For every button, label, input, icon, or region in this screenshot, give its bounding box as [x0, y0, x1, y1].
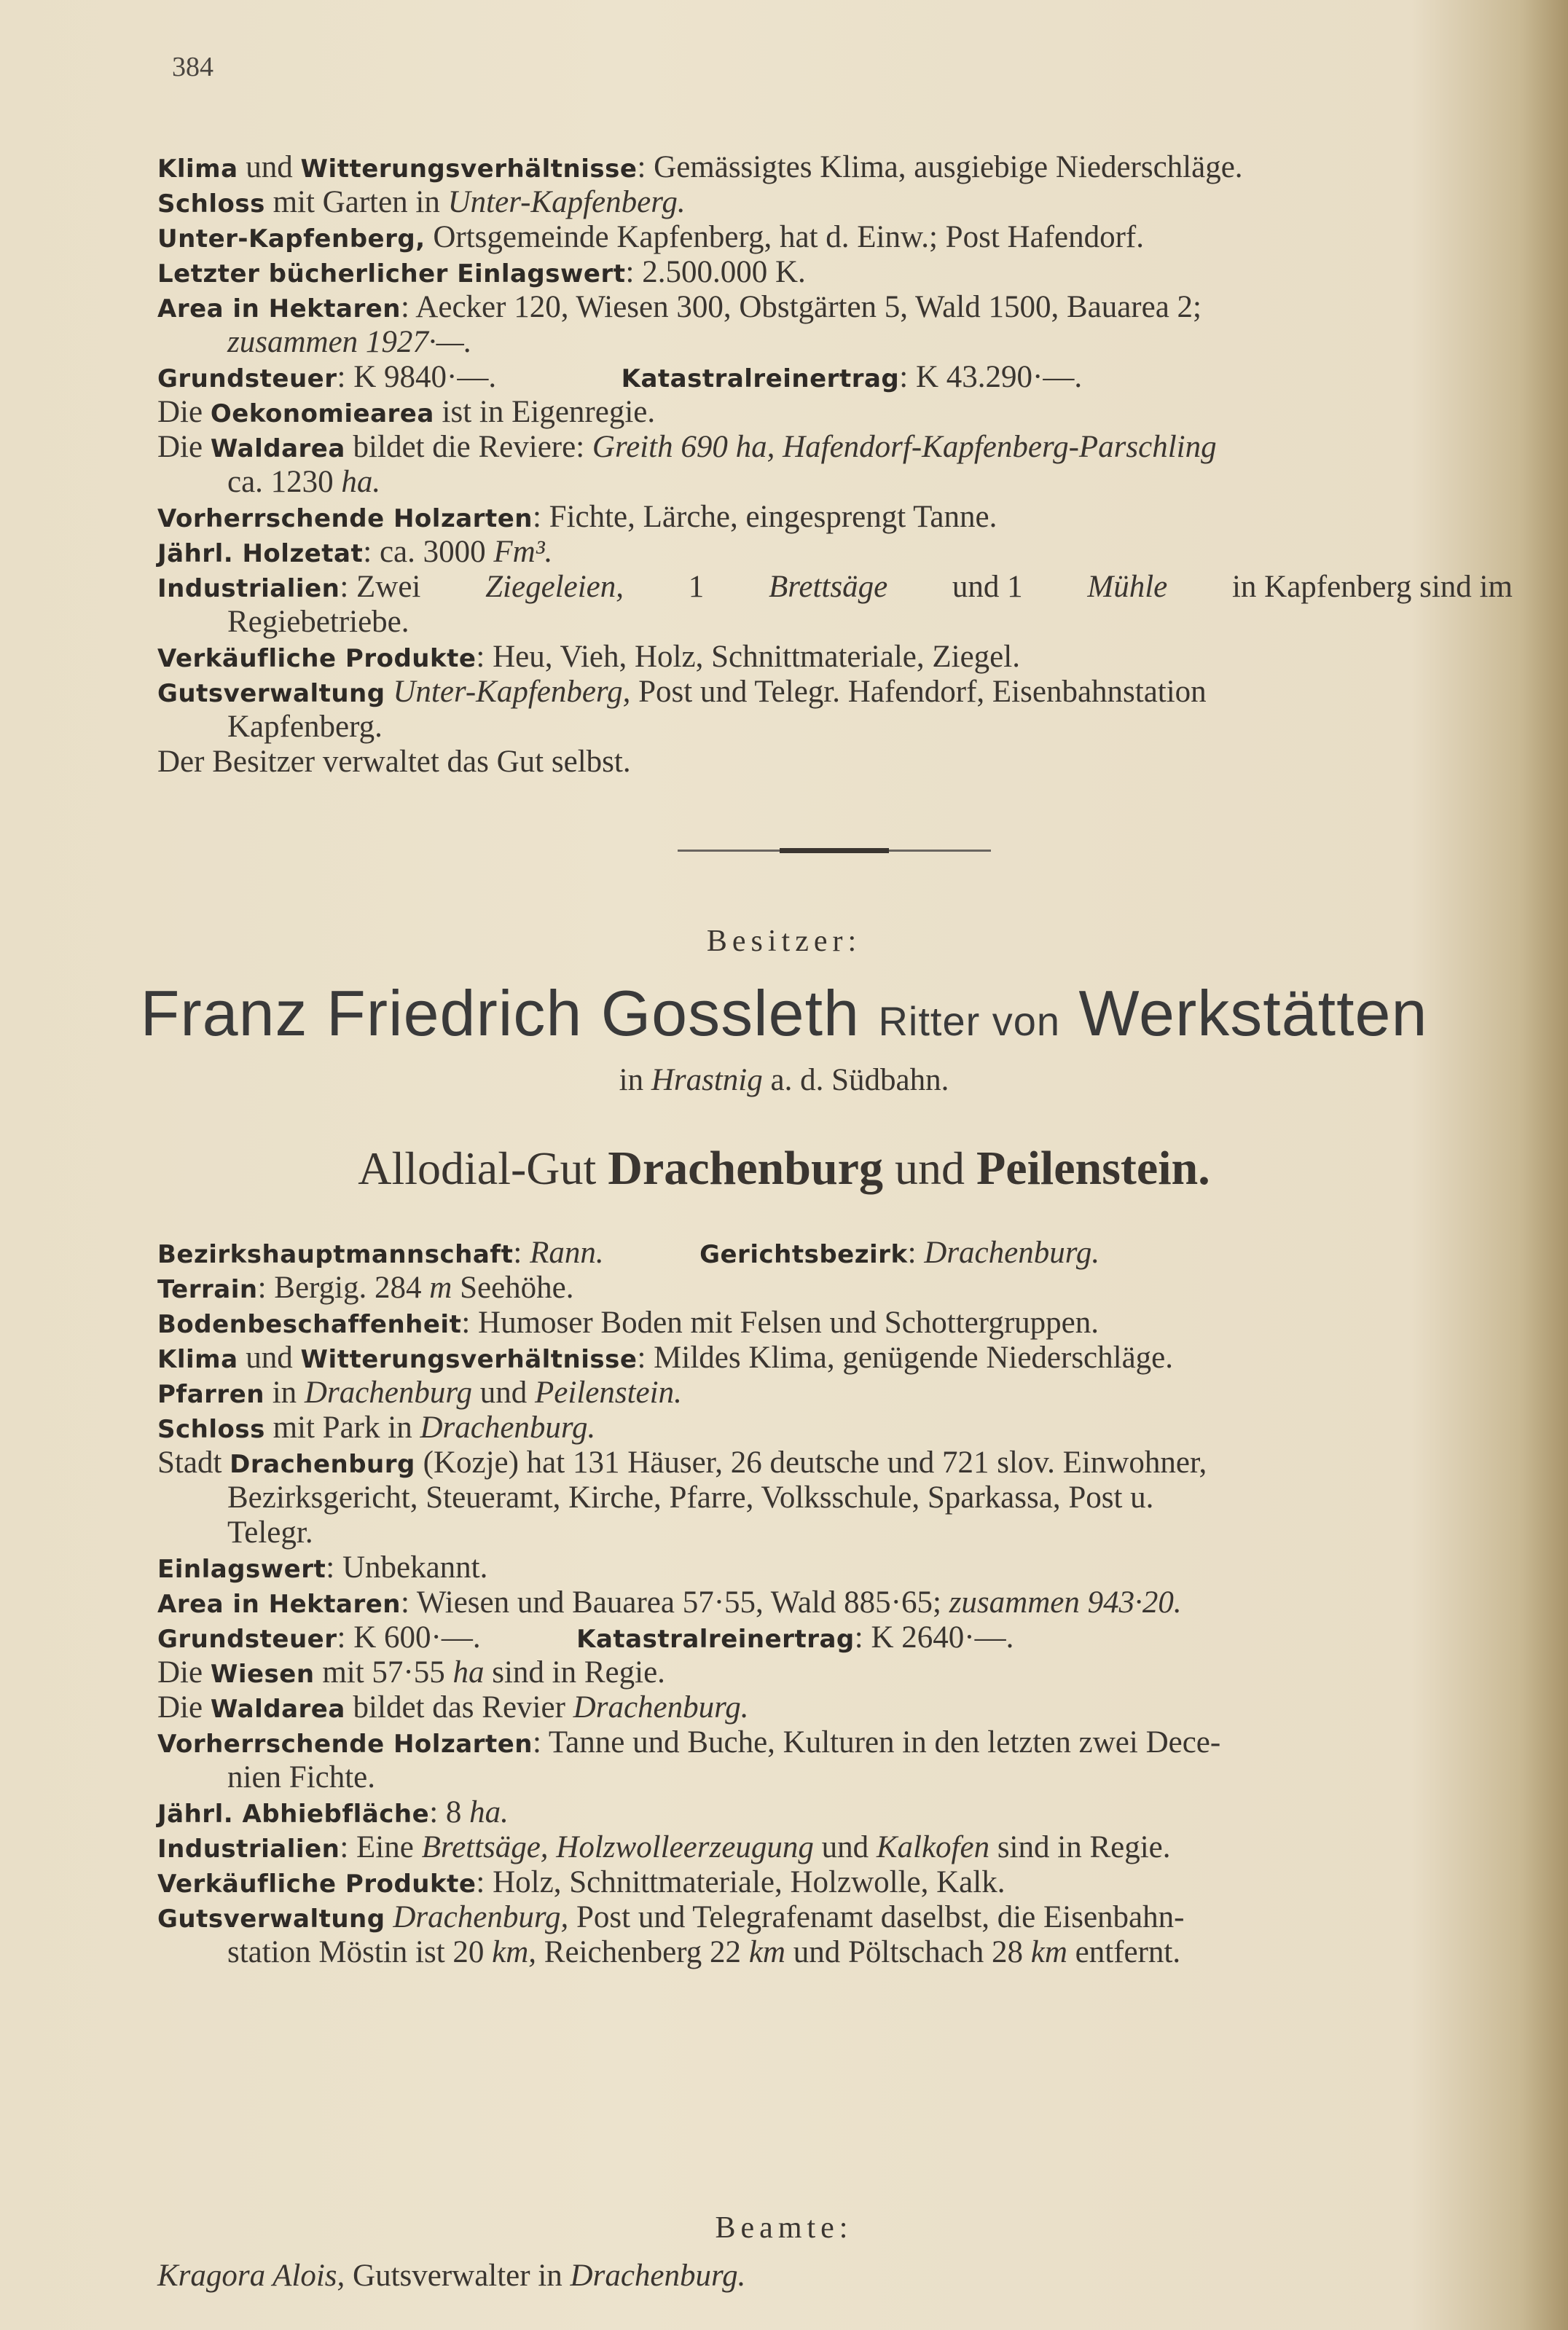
products-line: Verkäufliche Produkte: Holz, Schnittmateriale, Holzwolle, Kalk.: [157, 1865, 1006, 1899]
forest-area-cont-line: ca. 1230 ha.: [227, 465, 381, 499]
parishes-line: Pfarren in Drachenburg und Peilenstein.: [157, 1376, 682, 1410]
wood-types-line: Vorherrschende Holzarten: Tanne und Buche, Kulturen in den letzten zwei Dece-: [157, 1725, 1221, 1760]
products-line: Verkäufliche Produkte: Heu, Vieh, Holz, Schnittmateriale, Ziegel.: [157, 640, 1020, 674]
register-value-line: Einlagswert: Unbekannt.: [157, 1550, 488, 1585]
area-line: Area in Hektaren: Aecker 120, Wiesen 300, Obstgärten 5, Wald 1500, Bauarea 2;: [157, 290, 1202, 324]
officials-list: [157, 2259, 1513, 2293]
economy-area-line: Die Oekonomiearea ist in Eigenregie.: [157, 395, 656, 429]
wood-types-cont-line: nien Fichte.: [227, 1760, 376, 1794]
felling-area-line: Jährl. Abhiebfläche: 8 ha.: [157, 1795, 509, 1829]
district-line: Bezirkshauptmannschaft: Rann. Gerichtsbezirk: Drachenburg.: [157, 1236, 1100, 1270]
town-cont-line-2: Telegr.: [227, 1515, 313, 1550]
officials-heading: Beamte:: [715, 2211, 853, 2245]
page-number: 384: [172, 52, 213, 82]
estate-management-line: Gutsverwaltung Unter-Kapfenberg, Post und Telegr. Hafendorf, Eisenbahnstation: [157, 675, 1207, 709]
estate-management-cont-line: Kapfenberg.: [227, 710, 383, 744]
town-cont-line-1: Bezirksgericht, Steueramt, Kirche, Pfarre, Volksschule, Sparkassa, Post u.: [227, 1480, 1154, 1515]
forest-area-line: Die Waldarea bildet die Reviere: Greith 690 ha, Hafendorf-Kapfenberg-Parschling: [157, 430, 1217, 464]
divider-ornament: [780, 848, 889, 853]
estate-details-section-1: [157, 150, 1513, 780]
wood-types-line: Vorherrschende Holzarten: Fichte, Lärche, eingesprengt Tanne.: [157, 500, 997, 534]
area-total-line: zusammen 1927·—.: [227, 325, 472, 359]
estate-management-line: Gutsverwaltung Drachenburg, Post und Telegrafenamt daselbst, die Eisenbahn-: [157, 1900, 1185, 1934]
municipality-line: Unter-Kapfenberg, Ortsgemeinde Kapfenberg, hat d. Einw.; Post Hafendorf.: [157, 220, 1144, 254]
soil-line: Bodenbeschaffenheit: Humoser Boden mit Felsen und Schottergruppen.: [157, 1306, 1099, 1340]
register-value-line: Letzter bücherlicher Einlagswert: 2.500.000 K.: [157, 255, 806, 289]
owner-heading: Besitzer:: [706, 925, 862, 958]
climate-line: Klima und Witterungsverhältnisse: Mildes Klima, genügende Niederschläge.: [157, 1341, 1174, 1375]
industry-line: Industrialien: Eine Brettsäge, Holzwolleerzeugung und Kalkofen sind in Regie.: [157, 1830, 1171, 1864]
owner-note-line: Der Besitzer verwaltet das Gut selbst.: [157, 745, 631, 779]
forest-area-line: Die Waldarea bildet das Revier Drachenburg.: [157, 1690, 749, 1725]
wood-yield-line: Jährl. Holzetat: ca. 3000 Fm³.: [157, 535, 553, 569]
castle-line: Schloss mit Park in Drachenburg.: [157, 1411, 596, 1445]
town-line: Stadt Drachenburg (Kozje) hat 131 Häuser, 26 deutsche und 721 slov. Einwohner,: [157, 1446, 1207, 1480]
official-entry: Kragora Alois, Gutsverwalter in Drachenburg.: [157, 2259, 746, 2293]
estate-management-cont-line: station Möstin ist 20 km, Reichenberg 22 km und Pöltschach 28 km entfernt.: [227, 1935, 1181, 1969]
estate-details-section-2: [157, 1236, 1513, 1970]
climate-line: Klima und Witterungsverhältnisse: Gemässigtes Klima, ausgiebige Niederschläge.: [157, 150, 1243, 184]
industry-line: Industrialien: Zwei Ziegeleien, 1 Brettsäge und 1 Mühle in Kapfenberg sind im: [157, 570, 1513, 604]
tax-line: Grundsteuer: K 600·—. Katastralreinertrag: K 2640·—.: [157, 1620, 1014, 1655]
owner-location: in Hrastnig a. d. Südbahn.: [619, 1063, 949, 1097]
industry-cont-line: Regiebetriebe.: [227, 605, 409, 639]
meadows-line: Die Wiesen mit 57·55 ha sind in Regie.: [157, 1655, 665, 1690]
owner-name: Franz Friedrich Gossleth Ritter von Werkstätten: [140, 977, 1428, 1049]
area-line: Area in Hektaren: Wiesen und Bauarea 57·55, Wald 885·65; zusammen 943·20.: [157, 1585, 1182, 1620]
terrain-line: Terrain: Bergig. 284 m Seehöhe.: [157, 1271, 574, 1305]
castle-line: Schloss mit Garten in Unter-Kapfenberg.: [157, 185, 686, 219]
tax-line: Grundsteuer: K 9840·—. Katastralreinertrag: K 43.290·—.: [157, 360, 1083, 394]
estate-title: Allodial-Gut Drachenburg und Peilenstein.: [358, 1142, 1210, 1195]
